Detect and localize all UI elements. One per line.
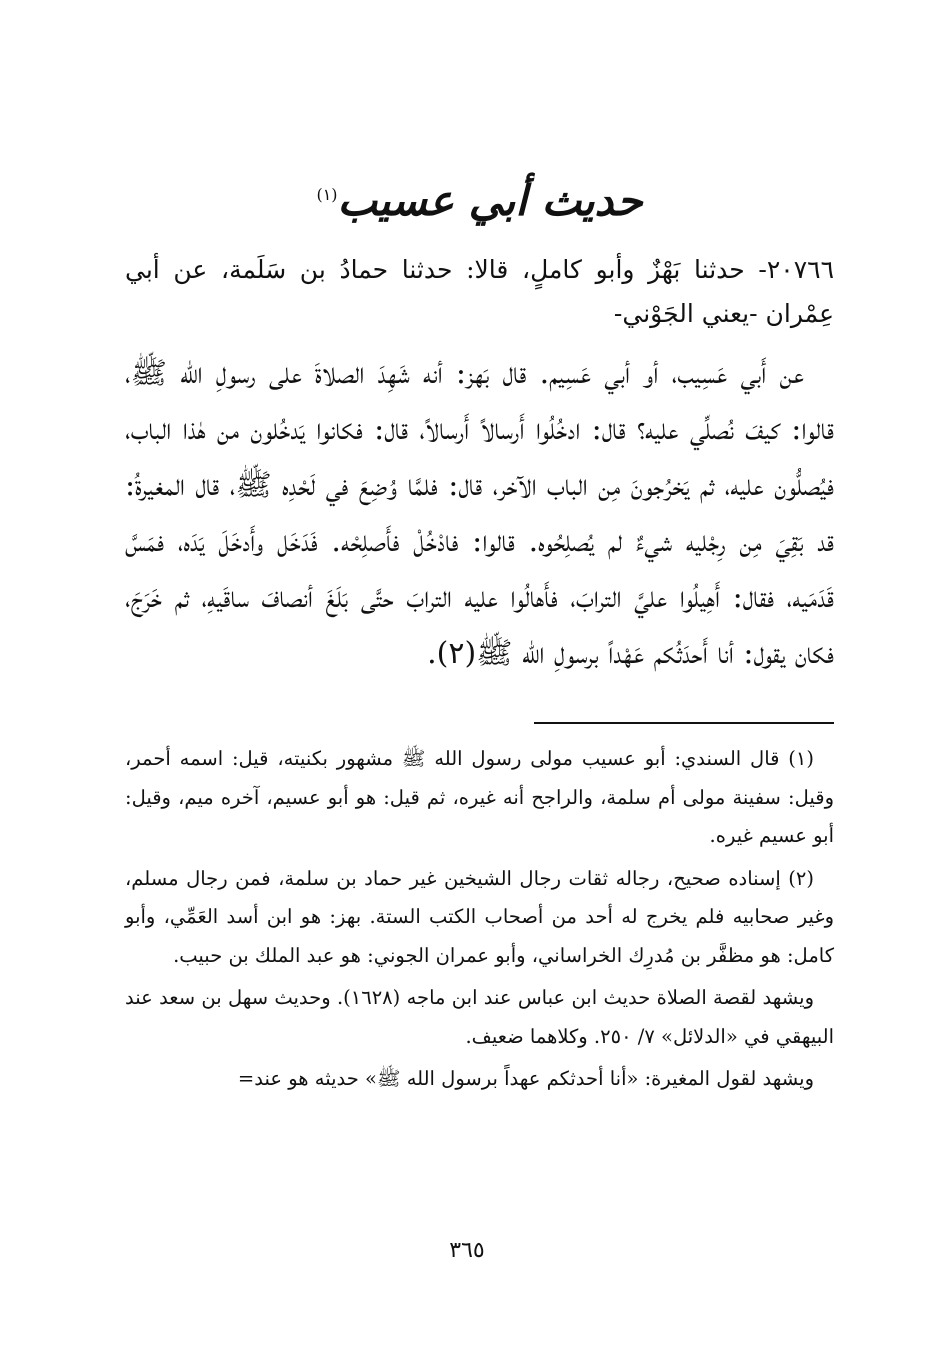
hadith-isnad: ٢٠٧٦٦- حدثنا بَهْزٌ وأبو كاملٍ، قالا: حدثنا حمادُ بن سَلَمة، عن أبي عِمْران -يعني الجَوْني-: [125, 255, 834, 328]
chapter-title: [125, 160, 834, 230]
page-number: ٣٦٥: [449, 1238, 485, 1263]
footnote-2: (٢) إسناده صحيح، رجاله ثقات رجال الشيخين غير حماد بن سلمة، فمن رجال مسلم، وغير صحابيه فلم يخرج له أحد من أصحاب الكتب الستة. بهز: هو ابن أسد العَمِّي، وأبو كامل: هو مظفَّر بن مُدرِك الخراساني، وأبو عمران الجوني: هو عبد الملك بن حبيب.: [125, 866, 834, 967]
footnote-2-witness-1: ويشهد لقصة الصلاة حديث ابن عباس عند ابن ماجه (١٦٢٨). وحديث سهل بن سعد عند البيهقي في «الدلائل» ٧/ ٢٥٠. وكلاهما ضعيف.: [125, 986, 834, 1048]
footnote-1: (١) قال السندي: أبو عسيب مولى رسول الله ﷺ مشهور بكنيته، قيل: اسمه أحمر، وقيل: سفينة مولى أم سلمة، والراجح أنه غيره، ثم قيل: هو أبو عسيم، آخره ميم، وقيل: أبو عسيم غيره.: [125, 747, 834, 847]
footnote-separator: [534, 722, 834, 724]
hadith-matn: عن أَبي عَسِيب، أو أبي عَسِيم. قال بَهز: أنه شَهِدَ الصلاةَ على رسولِ الله ﷺ، قالوا: كيفَ نُصلِّي عليه؟ قال: ادخُلُوا أَرسالاً أَرسالاً، قال: فكانوا يَدخُلون من هٰذا الباب، فيُصلُّون عليه، ثم يَخرُجونَ مِن الباب الآخر، قال: فلمَّا وُضِعَ في لَحْدِه ﷺ، قال المغيرةُ: قد بَقِيَ مِن رِجْليه شيءٌ لم يُصلِحُوه. قالوا: فادْخُلْ فأَصلِحْه. فَدَخَل وأَدخَلَ يَدَه، فمَسَّ قَدَمَيه، فقال: أَهِيلُوا عليَّ الترابَ، فأَهالُوا عليه الترابَ حتَّى بَلَغَ أنصافَ ساقَيهِ، ثم خَرَجَ، فكان يقول: أنا أَحدَثُكم عَهْداً برسولِ الله ﷺ(٢).: [125, 356, 834, 671]
footnotes: [125, 740, 834, 1099]
chapter-title-text: حديث أبي عسيب: [337, 176, 643, 225]
chapter-footnote-ref: (١): [316, 185, 338, 204]
footnote-2-witness-2: ويشهد لقول المغيرة: «أنا أحدثكم عهداً برسول الله ﷺ» حديثه هو عند=: [237, 1067, 814, 1090]
